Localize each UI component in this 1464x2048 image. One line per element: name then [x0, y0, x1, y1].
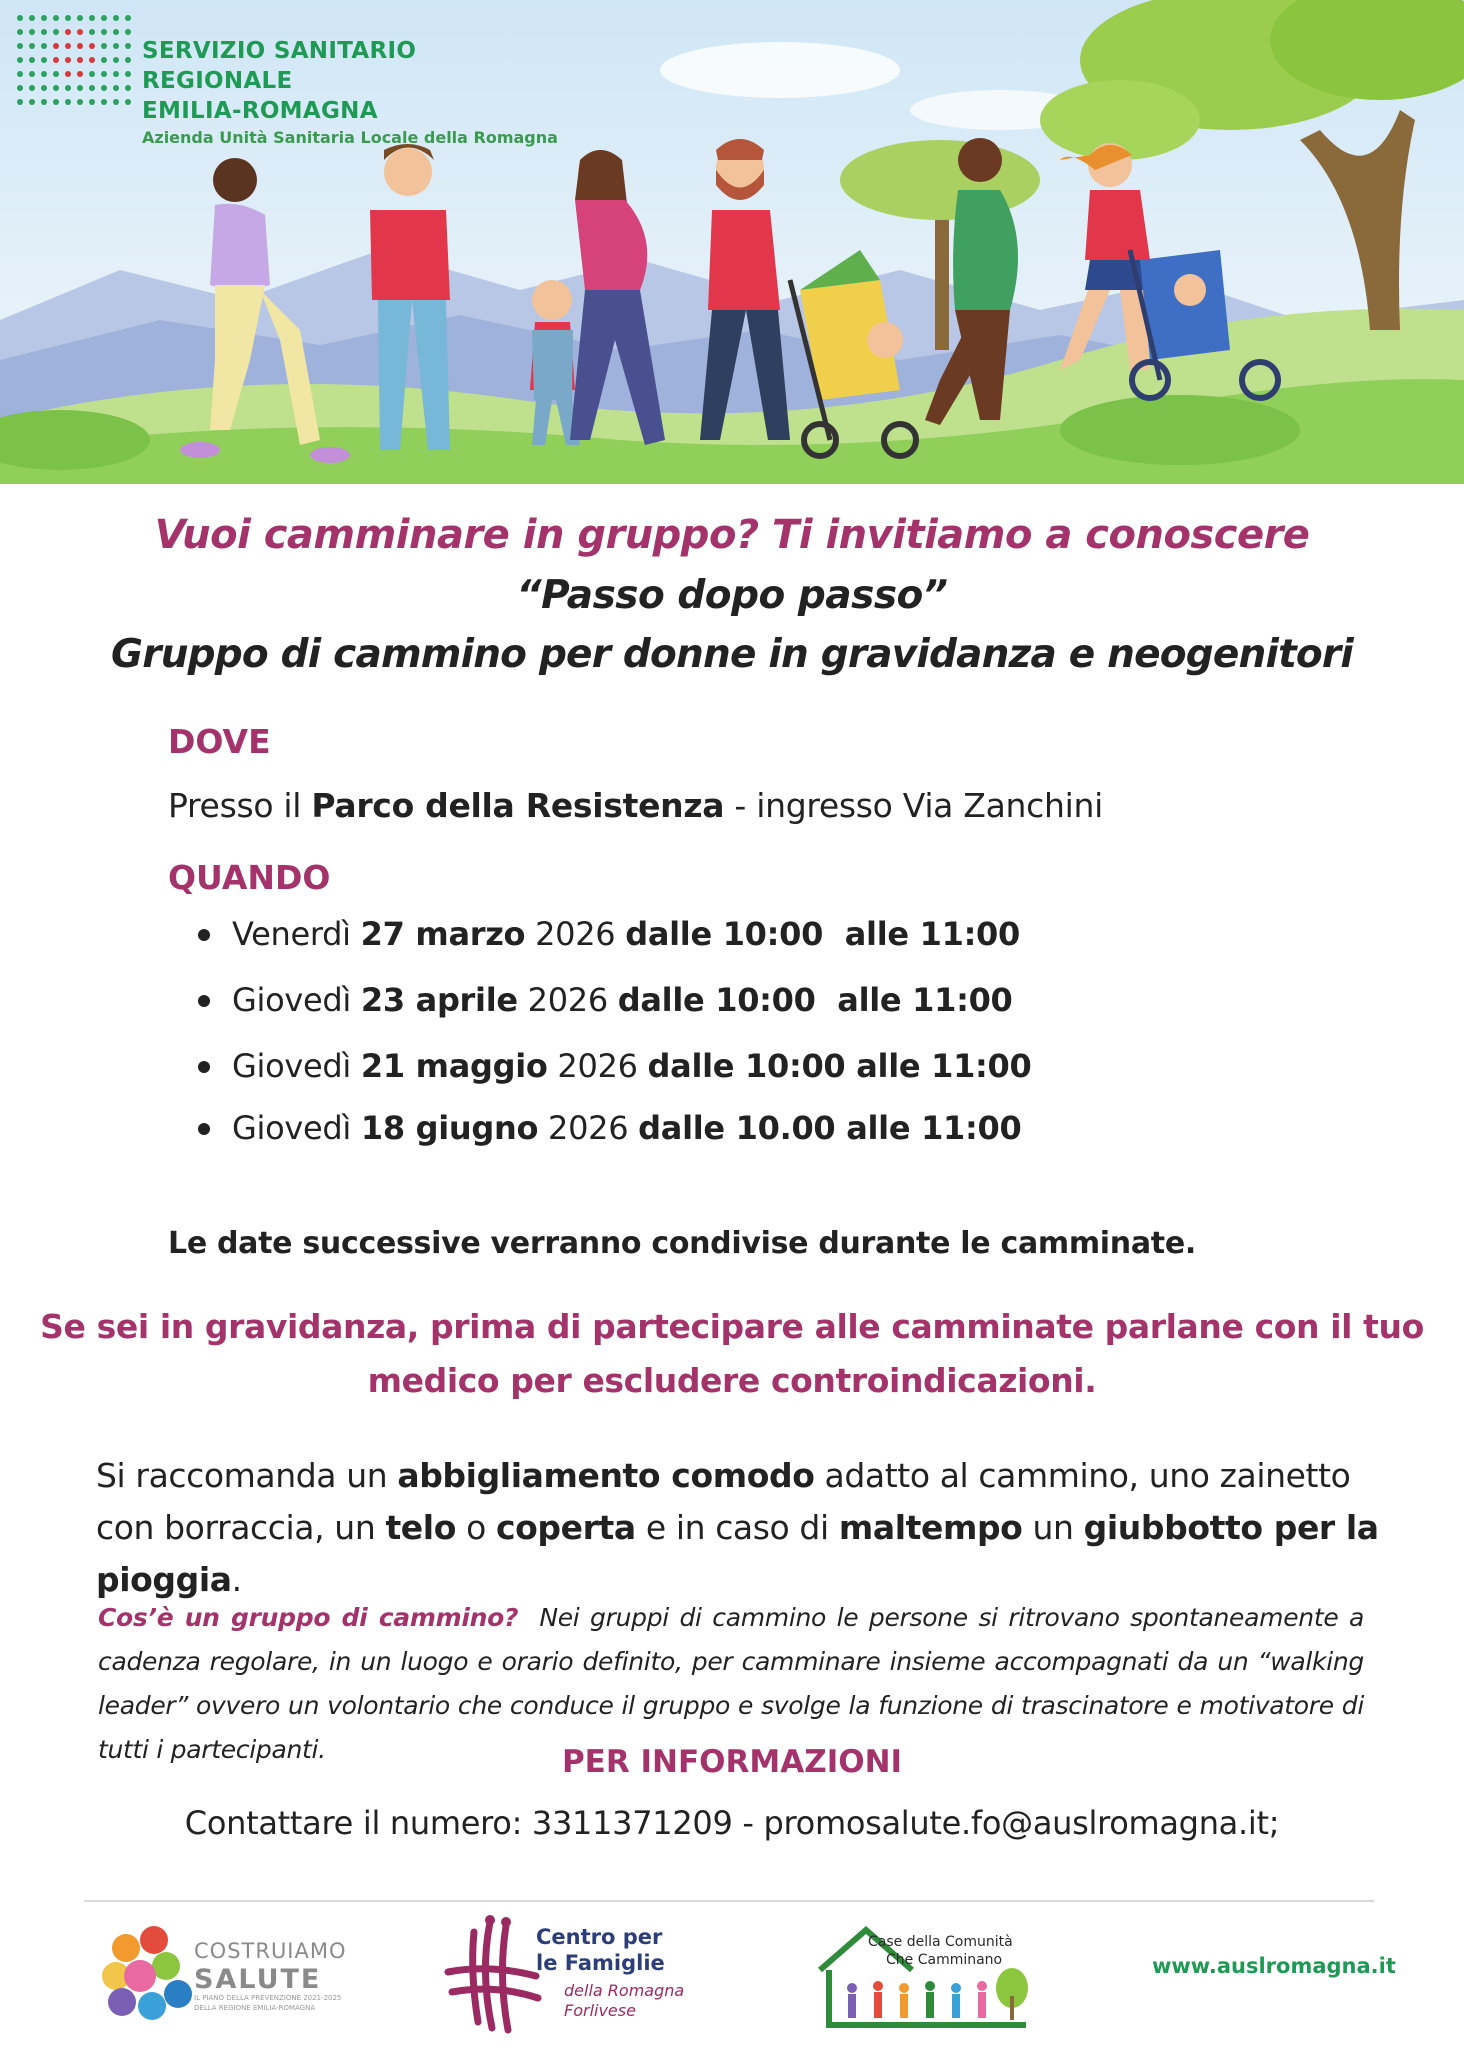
regional-health-logo [14, 8, 574, 147]
advice-text: un [1022, 1508, 1084, 1547]
next-dates-note: Le date successive verranno condivise durante le camminate. [168, 1226, 1196, 1261]
program-subtitle: Gruppo di cammino per donne in gravidanza e neogenitori [111, 632, 1353, 677]
centro-famiglie-logo [440, 1912, 700, 2036]
info-heading: PER INFORMAZIONI [561, 1744, 903, 1780]
date-time: dalle 10.00 alle 11:00 [638, 1109, 1022, 1147]
date-day: Giovedì [232, 1109, 361, 1147]
case-text-1: Case della Comunità [868, 1934, 1013, 1950]
date-date: 27 marzo [360, 915, 526, 953]
centro-text-2: le Famiglie [536, 1951, 665, 1975]
costruiamo-text-2: SALUTE [194, 1964, 322, 1995]
centro-famiglie-icon [440, 1912, 700, 2036]
clothing-advice [96, 1450, 1396, 1606]
where-place: Parco della Resistenza [311, 786, 725, 825]
footer-divider [84, 1900, 1374, 1902]
hero-illustration [0, 0, 1464, 484]
when-heading: QUANDO [168, 858, 331, 897]
date-year: 2026 [525, 915, 626, 953]
date-time: dalle 10:00 alle 11:00 [625, 915, 1020, 953]
centro-text-1: Centro per [536, 1925, 663, 1949]
case-comunita-logo [816, 1926, 1042, 2032]
where-prefix: Presso il [168, 786, 312, 825]
costruiamo-salute-logo [96, 1918, 347, 2028]
date-year: 2026 [538, 1109, 639, 1147]
case-text-2: Che Camminano [886, 1952, 1003, 1968]
advice-bold: abbigliamento comodo [397, 1456, 815, 1495]
org-name-line2: EMILIA-ROMAGNA [142, 98, 378, 124]
date-time: dalle 10:00 alle 11:00 [617, 981, 1013, 1019]
date-day: Giovedì [232, 981, 361, 1019]
centro-text-3: della Romagna [564, 1981, 685, 2000]
pregnancy-warning [40, 1300, 1424, 1408]
date-item [198, 1108, 1031, 1174]
advice-text: o [455, 1508, 496, 1547]
costruiamo-text-3: IL PIANO DELLA PREVENZIONE 2021-2025 [194, 1994, 342, 2002]
program-name: “Passo dopo passo” [516, 573, 948, 618]
date-date: 18 giugno [360, 1109, 539, 1147]
advice-text: e in caso di [635, 1508, 839, 1547]
date-year: 2026 [547, 1047, 648, 1085]
date-time: dalle 10:00 alle 11:00 [647, 1047, 1032, 1085]
costruiamo-salute-icon [96, 1918, 347, 2028]
regional-health-logo-text [142, 36, 574, 150]
where-text [168, 786, 1103, 825]
advice-bold: coperta [495, 1508, 636, 1547]
explanation-question: Cos’è un gruppo di cammino? [98, 1603, 519, 1632]
invitation-title: Vuoi camminare in gruppo? Ti invitiamo a conoscere [154, 512, 1310, 558]
contact-info: Contattare il numero: 3311371209 - promosalute.fo@auslromagna.it; [184, 1804, 1280, 1842]
org-name-line1: SERVIZIO SANITARIO REGIONALE [142, 38, 417, 94]
where-heading: DOVE [168, 722, 271, 761]
date-item [198, 914, 1031, 980]
date-day: Venerdì [232, 915, 361, 953]
website-link[interactable]: www.auslromagna.it [1152, 1954, 1396, 1978]
advice-text: Si raccomanda un [96, 1456, 398, 1495]
advice-text: adatto al cammino, uno zainetto con borraccia, un [96, 1456, 1351, 1547]
warning-line2: medico per escludere controindicazioni. [367, 1361, 1097, 1400]
explanation-answer: Nei gruppi di cammino le persone si ritrovano spontaneamente a cadenza regolare, in un luogo e orario definito, per camminare insieme accompagnati da un “walking leader” ovvero un volontario che conduce il gruppo e svolge la funzione di trascinatore e motivatore di tutti i partecipanti. [98, 1603, 1372, 1764]
costruiamo-text-1: COSTRUIAMO [194, 1939, 347, 1963]
date-item [198, 1046, 1031, 1108]
date-date: 21 maggio [360, 1047, 548, 1085]
costruiamo-text-4: DELLA REGIONE EMILIA-ROMAGNA [194, 2004, 316, 2012]
date-item [198, 980, 1031, 1046]
advice-bold: giubbotto per la pioggia [96, 1508, 1379, 1599]
dates-list [198, 914, 1031, 1174]
advice-bold: maltempo [838, 1508, 1023, 1547]
warning-line1: Se sei in gravidanza, prima di partecipare alle camminate parlane con il tuo [40, 1307, 1424, 1346]
date-year: 2026 [517, 981, 618, 1019]
advice-bold: telo [385, 1508, 456, 1547]
date-day: Giovedì [232, 1047, 361, 1085]
org-name-line3: Azienda Unità Sanitaria Locale della Romagna [142, 128, 558, 147]
centro-text-4: Forlivese [564, 2001, 636, 2020]
advice-text: . [231, 1560, 242, 1599]
dot-matrix-logo-icon [14, 8, 134, 118]
date-date: 23 aprile [360, 981, 518, 1019]
case-comunita-icon [816, 1926, 1042, 2032]
where-suffix: - ingresso Via Zanchini [724, 786, 1103, 825]
